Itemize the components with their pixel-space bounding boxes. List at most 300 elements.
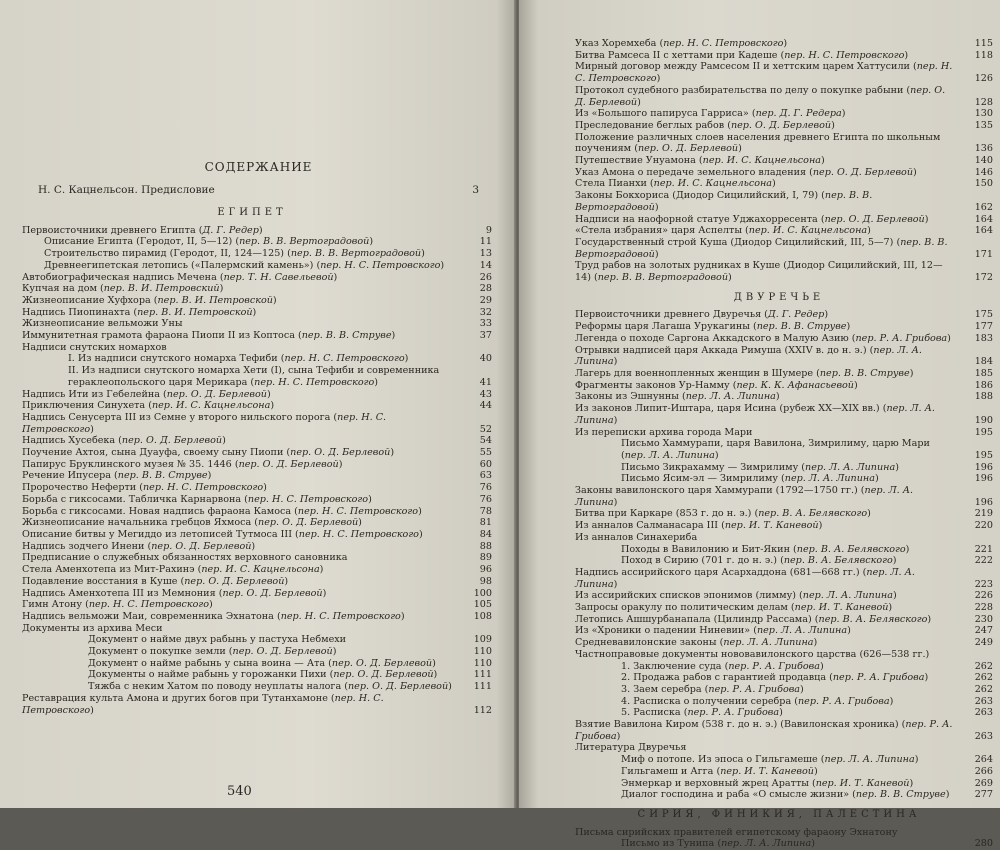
toc-entry-page: 26: [479, 271, 492, 283]
toc-entry-page: 78: [479, 505, 492, 517]
toc-entry-page: 130: [974, 108, 993, 120]
toc-entry: II. Из надписи снутского номарха Хети (I), сына Тефиби и современника гераклеопольского царя Мерикара (пер. Н. С. Петровского) 41: [68, 365, 492, 388]
toc-entry-translator: пер. Л. А. Липина: [575, 566, 915, 590]
toc-entry-title: Письмо из Тунипа: [621, 838, 715, 850]
toc-entry-page: 162: [974, 201, 993, 213]
toc-entry-title: Борьба с гиксосами. Табличка Карнарвона: [22, 493, 242, 505]
toc-entry: Иммунитетная грамота фараона Пиопи II из Коптоса (пер. В. В. Струве) 37: [22, 330, 492, 342]
toc-entry-page: 175: [974, 309, 993, 321]
toc-entry-translator: пер. Л. А. Липина: [824, 754, 915, 766]
toc-entry-title: Древнеегипетская летопись («Палермский камень»): [44, 259, 314, 271]
toc-entry-page: 14: [479, 259, 492, 271]
toc-entry: Стела Аменхотепа из Мит-Рахинэ (пер. И. С. Кацнельсона) 96: [22, 564, 492, 576]
toc-entry-page: 110: [473, 657, 492, 669]
toc-entry-translator: пер. И. С. Кацнельсона: [702, 155, 821, 167]
toc-entry: Миф о потопе. Из эпоса о Гильгамеше (пер. Л. А. Липина) 264: [621, 754, 993, 766]
toc-entry: Описание битвы у Мегиддо из летописей Тутмоса III (пер. Н. С. Петровского) 84: [22, 528, 492, 540]
toc-entry-translator: пер. И. С. Кацнельсона: [748, 225, 868, 237]
toc-entry: Законы из Эшнунны (пер. Л. А. Липина) 188: [575, 391, 993, 403]
toc-entry-page: 226: [974, 590, 993, 602]
toc-entry-translator: пер. О. Д. Берлевой: [184, 575, 285, 587]
toc-entry-translator: пер. И. Т. Каневой: [724, 520, 819, 532]
toc-entry-page: 44: [479, 400, 492, 412]
toc-entry: Документ о покупке земли (пер. О. Д. Берлевой) 110: [88, 646, 492, 658]
toc-entry-title: Протокол судебного разбирательства по делу о покупке рабыни: [575, 84, 904, 96]
toc-entry-title: Строительство пирамид (Геродот, II, 124—125): [44, 248, 285, 260]
toc-entry: 1. Заключение суда (пер. Р. А. Грибова) 262: [621, 660, 993, 672]
toc-entry-translator: пер. О. Д. Берлевой: [730, 119, 832, 131]
toc-entry-translator: пер. Н. С. Петровского: [298, 528, 419, 540]
toc-entry: Из «Хроники о падении Ниневии» (пер. Л. А. Липина) 247: [575, 625, 993, 637]
toc-entry-translator: пер. Н. С. Петровского: [88, 599, 209, 611]
toc-entry-translator: пер. В. В. Вертоградовой: [597, 272, 728, 284]
toc-entry-title: Положение различных слоев населения древнего Египта по школьным поучениям: [575, 131, 941, 155]
toc-entry-page: 171: [974, 248, 993, 260]
toc-entry-translator: пер. В. И. Петровской: [157, 294, 273, 306]
section-heading: СИРИЯ, ФИНИКИЯ, ПАЛЕСТИНА: [637, 809, 921, 820]
toc-entry-title: Законы вавилонского царя Хаммурапи (1792—1750 гг.): [575, 485, 858, 497]
toc-entry-title: 4. Расписка о получении серебра: [621, 695, 792, 707]
toc-entry-title: Из «Хроники о падении Ниневии»: [575, 625, 751, 637]
toc-entry-translator: пер. Т. Н. Савельевой: [223, 271, 334, 283]
toc-entry-title: Литература Двуречья: [575, 742, 687, 754]
toc-entry-translator: пер. Л. А. Липина: [723, 637, 814, 649]
toc-entry-title: Документ о найме рабынь у сына воина — Ата: [88, 657, 326, 669]
toc-entry: Тяжба с неким Хатом по поводу неуплаты налога (пер. О. Д. Берлевой) 111: [88, 681, 492, 693]
toc-entry: Указ Амона о передаче земельного владения (пер. О. Д. Берлевой) 146: [575, 166, 993, 178]
toc-entry: Гимн Атону (пер. Н. С. Петровского) 105: [22, 599, 492, 611]
toc-entry-translator: пер. Н. С. Петровского: [247, 493, 369, 505]
toc-entry-page: 40: [479, 353, 492, 365]
toc-entry-title: Из анналов Синахериба: [575, 531, 698, 543]
toc-entry-page: 140: [974, 155, 993, 167]
toc-entry-page: 76: [479, 482, 492, 494]
preface-entry: [38, 184, 479, 196]
toc-entry-page: 112: [473, 704, 492, 716]
toc-entry: Борьба с гиксосами. Табличка Карнарвона (пер. Н. С. Петровского) 76: [22, 493, 492, 505]
toc-entry-translator: пер. И. Т. Каневой: [815, 777, 910, 789]
toc-entry-title: Из законов Липит-Иштара, царя Исина (рубеж XX—XIX вв.): [575, 403, 880, 415]
toc-entry: Взятие Вавилона Киром (538 г. до н. э.) (Вавилонская хроника) (пер. Р. А. Грибова) 263: [575, 719, 993, 742]
toc-entry-translator: пер. О. Д. Берлевой: [575, 84, 946, 108]
toc-entry: Описание Египта (Геродот, II, 5—12) (пер. В. В. Вертоградовой) 11: [44, 236, 492, 248]
toc-entry: [22, 552, 492, 564]
toc-entry-translator: Д. Г. Редер: [767, 309, 825, 321]
toc-entry-translator: пер. Н. С. Петровского: [297, 505, 419, 517]
toc-entry-page: 150: [974, 178, 993, 190]
toc-entry-page: 230: [974, 613, 993, 625]
toc-entry-page: 29: [479, 294, 492, 306]
toc-entry-translator: пер. Л. А. Липина: [624, 449, 715, 461]
toc-entry-title: Средневавилонские законы: [575, 637, 717, 649]
toc-entry-translator: пер. Л. А. Липина: [802, 590, 893, 602]
toc-entry-title: Купчая на дом: [22, 283, 97, 295]
toc-entry-translator: пер. В. В. Струве: [117, 470, 208, 482]
toc-entry-page: 262: [974, 672, 993, 684]
toc-entry: Жизнеописание начальника гребцов Яхмоса (пер. О. Д. Берлевой) 81: [22, 517, 492, 529]
toc-entry-page: 111: [473, 681, 492, 693]
preface-page: 3: [472, 184, 479, 196]
toc-entry: Реставрация культа Амона и других богов при Тутанхамоне (пер. Н. С. Петровского) 112: [22, 692, 492, 716]
toc-entry-page: 136: [974, 143, 993, 155]
toc-entry-page: 111: [473, 669, 492, 681]
toc-entry-page: 219: [974, 508, 993, 520]
toc-entry: Автобиографическая надпись Мечена (пер. Т. Н. Савельевой) 26: [22, 271, 492, 283]
toc-entry-page: 264: [974, 754, 993, 766]
toc-entry-page: 84: [479, 528, 492, 540]
toc-entry: Надпись Хусебека (пер. О. Д. Берлевой) 54: [22, 435, 492, 447]
toc-entry-page: 108: [473, 610, 492, 622]
toc-entry-page: 263: [974, 730, 993, 742]
toc-entry-title: Автобиографическая надпись Мечена: [22, 271, 217, 283]
toc-entry-title: 2. Продажа рабов с гарантией продавца: [621, 672, 827, 684]
toc-entry-page: 37: [479, 330, 492, 342]
toc-entry: Письмо Хаммурапи, царя Вавилона, Зимрилиму, царю Мари (пер. Л. А. Липина) 195: [621, 438, 993, 461]
toc-entry-translator: пер. Н. С. Петровского: [143, 482, 264, 494]
toc-entry-page: 98: [479, 575, 492, 587]
toc-entry-title: Надпись Сенусерта III из Семне у второго нильского порога: [22, 411, 331, 423]
toc-entry-page: 9: [485, 224, 492, 236]
toc-entry-page: 247: [974, 625, 993, 637]
toc-entry: [575, 532, 983, 544]
toc-entry-title: Реформы царя Лагаша Урукагины: [575, 321, 750, 333]
toc-entry: Средневавилонские законы (пер. Л. А. Липина) 249: [575, 637, 993, 649]
toc-entry-title: Папирус Бруклинского музея № 35. 1446: [22, 458, 232, 470]
toc-entry-title: Преследование беглых рабов: [575, 119, 725, 131]
toc-entry-translator: Д. Г. Редер: [202, 224, 259, 236]
right-page: [519, 0, 1000, 850]
toc-entry-translator: пер. Л. А. Липина: [784, 473, 875, 485]
toc-entry-translator: пер. Н. С. Петровского: [22, 411, 387, 435]
toc-entry: Реформы царя Лагаша Урукагины (пер. В. В. Струве) 177: [575, 321, 993, 333]
toc-entry-translator: пер. О. Д. Берлевой: [824, 213, 925, 225]
toc-entry-translator: пер. О. Д. Берлевой: [151, 540, 252, 552]
toc-entry: Легенда о походе Саргона Аккадского в Малую Азию (пер. Р. А. Грибова) 183: [575, 332, 993, 344]
toc-entry: «Стела избрания» царя Аспелты (пер. И. С. Кацнельсона) 164: [575, 225, 993, 237]
toc-entry: [575, 827, 983, 839]
toc-entry-page: 126: [974, 73, 993, 85]
toc-entry: 5. Расписка (пер. Р. А. Грибова) 263: [621, 707, 993, 719]
toc-entry-page: 63: [479, 470, 492, 482]
toc-entry-title: Надпись Пиопинахта: [22, 306, 131, 318]
toc-entry: [575, 649, 983, 661]
toc-entry-title: Поход в Сирию (701 г. до н. э.): [621, 555, 778, 567]
toc-entry-translator: пер. В. А. Белявского: [818, 613, 928, 625]
toc-entry-page: 223: [974, 578, 993, 590]
toc-entry-translator: пер. О. Д. Берлевой: [238, 458, 339, 470]
toc-entry-page: 220: [974, 520, 993, 532]
toc-entry-title: Документы из архива Меси: [22, 622, 163, 634]
toc-entry-translator: пер. Р. А. Грибова: [797, 695, 890, 707]
left-toc-column: [22, 205, 492, 716]
toc-entry-title: Описание Египта (Геродот, II, 5—12): [44, 236, 233, 248]
toc-entry: [22, 634, 492, 646]
toc-entry-title: Надпись Хусебека: [22, 435, 116, 447]
toc-entry-title: Гильгамеш и Агга: [621, 765, 714, 777]
toc-entry: [22, 623, 482, 635]
toc-entry-page: 110: [473, 646, 492, 658]
toc-entry-title: Надпись Ити из Гебелейна: [22, 388, 160, 400]
toc-entry: Речение Ипусера (пер. В. В. Струве) 63: [22, 470, 492, 482]
toc-entry-translator: пер. О. Д. Берлевой: [222, 587, 323, 599]
toc-entry-title: Жизнеописание вельможи Уны: [22, 318, 183, 330]
toc-entry-title: I. Из надписи снутского номарха Тефиби: [68, 353, 278, 365]
toc-entry: Надпись вельможи Маи, современника Эхнатона (пер. Н. С. Петровского) 108: [22, 610, 492, 622]
toc-entry-translator: пер. В. В. Струве: [301, 330, 392, 342]
toc-entry-translator: пер. И. Т. Каневой: [720, 765, 814, 777]
toc-entry-page: 277: [974, 789, 993, 801]
toc-entry-page: 183: [974, 332, 993, 344]
toc-entry-title: Стела Пианхи: [575, 178, 647, 190]
toc-entry-translator: пер. В. В. Вертоградовой: [290, 248, 422, 260]
toc-entry-title: Надписи снутских номархов: [22, 341, 167, 353]
toc-entry-title: Речение Ипусера: [22, 470, 111, 482]
toc-entry-translator: пер. Л. А. Липина: [685, 391, 776, 403]
toc-entry: Купчая на дом (пер. В. И. Петровский) 28: [22, 283, 492, 295]
toc-entry-page: 266: [974, 765, 993, 777]
toc-entry-page: 43: [479, 388, 492, 400]
toc-entry-page: 11: [479, 236, 492, 248]
toc-entry-title: Поучение Ахтоя, сына Дуауфа, своему сыну Пиопи: [22, 447, 284, 459]
toc-entry: Положение различных слоев населения древнего Египта по школьным поучениям (пер. О. Д. Берлевой) 136: [575, 131, 993, 155]
toc-entry-title: Запросы оракулу по политическим делам: [575, 602, 788, 614]
toc-entry-translator: пер. Н. С. Петровского: [663, 38, 784, 49]
toc-entry-page: 13: [479, 248, 492, 260]
toc-entry: Надпись Пиопинахта (пер. В. И. Петровской) 32: [22, 306, 492, 318]
toc-entry-title: Стела Аменхотепа из Мит-Рахинэ: [22, 564, 195, 576]
toc-entry-translator: пер. И. С. Кацнельсона: [201, 564, 320, 576]
toc-entry-page: 135: [974, 119, 993, 131]
toc-entry-title: Указ Амона о передаче земельного владения: [575, 166, 807, 178]
toc-title: СОДЕРЖАНИЕ: [204, 160, 313, 174]
toc-entry: Первоисточники древнего Египта (Д. Г. Редер) 9: [22, 224, 492, 236]
toc-entry: Первоисточники древнего Двуречья (Д. Г. Редер) 175: [575, 309, 993, 321]
toc-entry-page: 196: [974, 496, 993, 508]
toc-entry-title: Документ о найме двух рабынь у пастуха Небмехи: [88, 634, 347, 646]
toc-entry: Надписи на наофорной статуе Уджахорресента (пер. О. Д. Берлевой) 164: [575, 213, 993, 225]
toc-entry-title: Письмо Ясим-эл — Зимрилиму: [621, 473, 778, 485]
toc-entry-page: 115: [974, 38, 993, 49]
toc-entry-page: 164: [974, 225, 993, 237]
toc-entry-translator: пер. Л. А. Липина: [575, 403, 935, 426]
toc-entry-page: 89: [479, 552, 492, 564]
toc-entry: 4. Расписка о получении серебра (пер. Р. А. Грибова) 263: [621, 695, 993, 707]
toc-entry-translator: пер. В. В. Струве: [756, 321, 847, 333]
toc-entry-page: 105: [473, 599, 492, 611]
toc-entry-title: 3. Заем серебра: [621, 683, 702, 695]
toc-entry-page: 128: [974, 96, 993, 108]
toc-entry-translator: пер. О. Д. Берлевой: [333, 669, 434, 681]
preface-text: Н. С. Кацнельсон. Предисловие: [38, 184, 215, 196]
toc-entry-title: 5. Расписка: [621, 707, 681, 719]
toc-entry: [575, 426, 993, 439]
toc-entry-translator: пер. О. Д. Берлевой: [232, 646, 333, 658]
toc-entry-translator: пер. В. В. Вертоградовой: [575, 236, 948, 260]
toc-entry-title: Приключения Синухета: [22, 400, 146, 412]
toc-entry: Стела Пианхи (пер. И. С. Кацнельсона) 150: [575, 178, 993, 190]
toc-entry-title: Документы о найме рабынь у горожанки Пихи: [88, 669, 327, 681]
toc-entry-translator: пер. Н. С. Петровского: [784, 49, 905, 61]
toc-entry-page: 33: [479, 318, 492, 330]
toc-entry-translator: пер. О. Д. Берлевой: [290, 447, 391, 459]
toc-entry-translator: пер. Д. Г. Редера: [755, 108, 842, 120]
toc-entry: Битва при Каркаре (853 г. до н. э.) (пер. В. А. Белявского) 219: [575, 508, 993, 520]
toc-entry-title: Письмо Зикрахамму — Зимрилиму: [621, 461, 799, 473]
toc-entry-page: 185: [974, 367, 993, 379]
toc-entry-page: 195: [974, 449, 993, 461]
toc-entry-page: 28: [479, 283, 492, 295]
toc-entry-title: Гимн Атону: [22, 599, 83, 611]
toc-entry-translator: пер. И. Т. Каневой: [794, 602, 889, 614]
toc-entry: Жизнеописание Хуфхора (пер. В. И. Петровской) 29: [22, 294, 492, 306]
toc-entry-title: Мирный договор между Рамсесом II и хеттским царем Хаттусили: [575, 61, 910, 73]
toc-entry-translator: пер. Р. А. Грибова: [687, 707, 780, 719]
toc-entry-translator: пер. Л. А. Липина: [575, 485, 914, 508]
right-toc-column: [575, 38, 993, 850]
toc-entry: Битва Рамсеса II с хеттами при Кадеше (пер. Н. С. Петровского) 118: [575, 49, 993, 61]
toc-entry-title: Законы из Эшнунны: [575, 391, 679, 403]
section-heading-egypt: ЕГИПЕТ: [217, 207, 287, 218]
toc-entry-title: Походы в Вавилонию и Бит-Якин: [621, 543, 790, 555]
toc-entry-title: Надпись вельможи Маи, современника Эхнатона: [22, 610, 274, 622]
toc-entry-title: Легенда о походе Саргона Аккадского в Малую Азию: [575, 332, 849, 344]
toc-entry: 2. Продажа рабов с гарантией продавца (пер. Р. А. Грибова) 262: [621, 672, 993, 684]
toc-entry-page: 188: [974, 391, 993, 403]
toc-entry: Законы Бокхориса (Диодор Сицилийский, I, 79) (пер. В. В. Вертоградовой) 162: [575, 190, 993, 213]
toc-entry: Летопись Ашшурбанапала (Цилиндр Рассама) (пер. В. А. Белявского) 230: [575, 613, 993, 625]
toc-entry-page: 164: [974, 213, 993, 225]
toc-entry-title: Описание битвы у Мегиддо из летописей Тутмоса III: [22, 528, 292, 540]
toc-entry-translator: пер. Л. А. Липина: [575, 344, 922, 368]
toc-entry-title: Законы Бокхориса (Диодор Сицилийский, I, 79): [575, 190, 819, 202]
toc-entry: Гильгамеш и Агга (пер. И. Т. Каневой) 266: [621, 765, 993, 777]
toc-entry: Надпись Ити из Гебелейна (пер. О. Д. Берлевой) 43: [22, 388, 492, 400]
toc-entry: Из законов Липит-Иштара, царя Исина (рубеж XX—XIX вв.) (пер. Л. А. Липина) 190: [575, 403, 993, 426]
toc-entry-page: 109: [473, 634, 492, 646]
toc-entry-translator: пер. В. А. Белявского: [796, 543, 906, 555]
toc-entry-page: 196: [974, 461, 993, 473]
toc-entry: Надпись зодчего Инени (пер. О. Д. Берлевой) 88: [22, 540, 492, 552]
toc-entry-title: Надпись Аменхотепа III из Мемнония: [22, 587, 216, 599]
toc-entry-translator: пер. В. В. Вертоградовой: [239, 236, 370, 248]
toc-entry: I. Из надписи снутского номарха Тефиби (пер. Н. С. Петровского) 40: [68, 353, 492, 365]
toc-entry: [22, 342, 482, 354]
toc-entry-page: 76: [479, 493, 492, 505]
toc-entry-translator: пер. Л. А. Липина: [805, 461, 896, 473]
toc-entry-translator: пер. Н. С. Петровского: [22, 692, 384, 716]
toc-entry-page: 88: [479, 540, 492, 552]
toc-entry: Документ о найме рабынь у сына воина — Ата (пер. О. Д. Берлевой) 110: [88, 657, 492, 669]
toc-entry-translator: пер. Н. С. Петровского: [254, 376, 375, 388]
toc-entry-page: 249: [974, 637, 993, 649]
toc-entry-page: 263: [974, 707, 993, 719]
toc-entry-page: 186: [974, 379, 993, 391]
toc-entry-page: 195: [974, 426, 993, 438]
toc-entry-page: 280: [974, 838, 993, 850]
toc-entry-translator: пер. В. В. Струве: [819, 367, 910, 379]
toc-entry-page: 263: [974, 695, 993, 707]
toc-entry-title: Надпись ассирийского царя Асархаддона (681—668 гг.): [575, 566, 860, 578]
toc-entry: Надпись Сенусерта III из Семне у второго нильского порога (пер. Н. С. Петровского) 52: [22, 411, 492, 435]
toc-entry-title: Тяжба с неким Хатом по поводу неуплаты налога: [88, 681, 342, 693]
toc-entry-page: 184: [974, 356, 993, 368]
section-heading: ДВУРЕЧЬЕ: [733, 291, 825, 303]
toc-entry-translator: пер. О. Д. Берлевой: [331, 657, 433, 669]
toc-entry-translator: пер. Н. С. Петровского: [575, 61, 953, 85]
toc-entry: [22, 318, 492, 330]
toc-entry: Фрагменты законов Ур-Намму (пер. К. К. Афанасьевой) 186: [575, 379, 993, 391]
toc-entry-page: 52: [479, 423, 492, 435]
toc-entry-page: 222: [974, 555, 993, 567]
toc-entry: [575, 742, 983, 754]
toc-entry: Поучение Ахтоя, сына Дуауфа, своему сыну Пиопи (пер. О. Д. Берлевой) 55: [22, 447, 492, 459]
toc-entry: Отрывки надписей царя Аккада Римуша (XXIV в. до н. э.) (пер. Л. А. Липина) 184: [575, 344, 993, 368]
toc-entry-title: Лагерь для военнопленных женщин в Шумере: [575, 367, 814, 379]
toc-entry: Из ассирийских списков эпонимов (лимму) (пер. Л. А. Липина) 226: [575, 590, 993, 602]
toc-entry-title: Иммунитетная грамота фараона Пиопи II из Коптоса: [22, 330, 295, 342]
toc-entry-translator: пер. Р. А. Грибова: [575, 719, 953, 742]
toc-entry: Поход в Сирию (701 г. до н. э.) (пер. В. А. Белявского) 222: [621, 555, 993, 567]
toc-entry-title: Борьба с гиксосами. Новая надпись фараона Камоса: [22, 505, 292, 517]
toc-entry-translator: пер. Н. С. Петровского: [280, 610, 401, 622]
toc-entry-translator: пер. В. В. Вертоградовой: [575, 190, 873, 213]
toc-entry-translator: пер. Л. А. Липина: [756, 625, 848, 637]
toc-entry-page: 100: [473, 587, 492, 599]
toc-entry: Путешествие Унуамона (пер. И. С. Кацнельсона) 140: [575, 155, 993, 167]
toc-entry-translator: пер. И. С. Кацнельсона: [151, 400, 271, 412]
toc-entry-title: Из ассирийских списков эпонимов (лимму): [575, 590, 796, 602]
toc-entry-title: Из «Большого папируса Гарриса»: [575, 108, 749, 120]
toc-entry-page: 221: [974, 543, 993, 555]
toc-entry-translator: пер. Н. С. Петровского: [284, 353, 405, 365]
toc-entry-title: Подавление восстания в Куше: [22, 575, 178, 587]
toc-entry: Из анналов Салманасара III (пер. И. Т. Каневой) 220: [575, 520, 993, 532]
toc-entry-title: Битва при Каркаре (853 г. до н. э.): [575, 508, 752, 520]
toc-entry-title: Пророчество Неферти: [22, 482, 137, 494]
toc-entry-title: Энмеркар и верховный жрец Аратты: [621, 777, 809, 789]
toc-entry-title: Битва Рамсеса II с хеттами при Кадеше: [575, 49, 778, 61]
toc-entry-title: Миф о потопе. Из эпоса о Гильгамеше: [621, 754, 818, 766]
toc-entry-page: 146: [974, 166, 993, 178]
toc-entry-page: 32: [479, 306, 492, 318]
toc-entry: Запросы оракулу по политическим делам (пер. И. Т. Каневой) 228: [575, 602, 993, 614]
toc-entry-page: 177: [974, 321, 993, 333]
toc-entry: Диалог господина и раба «О смысле жизни» (пер. В. В. Струве) 277: [621, 789, 993, 801]
toc-entry-page: 54: [479, 435, 492, 447]
toc-entry-page: 55: [479, 447, 492, 459]
toc-entry-title: Взятие Вавилона Киром (538 г. до н. э.) (Вавилонская хроника): [575, 719, 899, 731]
toc-entry-title: Надпись зодчего Инени: [22, 540, 145, 552]
toc-entry-title: Реставрация культа Амона и других богов при Тутанхамоне: [22, 692, 328, 704]
left-page: [0, 0, 517, 808]
toc-entry-title: Диалог господина и раба «О смысле жизни»: [621, 789, 850, 801]
toc-entry: Походы в Вавилонию и Бит-Якин (пер. В. А. Белявского) 221: [621, 543, 993, 555]
toc-entry: Государственный строй Куша (Диодор Сицилийский, III, 5—7) (пер. В. В. Вертоградовой) 171: [575, 236, 993, 260]
toc-entry-translator: пер. В. И. Петровской: [137, 306, 253, 318]
toc-entry-title: Письмо Хаммурапи, царя Вавилона, Зимрилиму, царю Мари: [621, 438, 930, 450]
toc-entry: Надпись Аменхотепа III из Мемнония (пер. О. Д. Берлевой) 100: [22, 587, 492, 599]
toc-entry-translator: пер. О. Д. Берлевой: [347, 681, 449, 693]
toc-entry: Документы о найме рабынь у горожанки Пихи (пер. О. Д. Берлевой) 111: [88, 669, 492, 681]
toc-entry: Папирус Бруклинского музея № 35. 1446 (пер. О. Д. Берлевой) 60: [22, 458, 492, 470]
toc-entry: Строительство пирамид (Геродот, II, 124—125) (пер. В. В. Вертоградовой) 13: [44, 248, 492, 260]
toc-entry-title: Труд рабов на золотых рудниках в Куше (Диодор Сицилийский, III, 12—14): [575, 260, 943, 284]
page-number: 540: [227, 784, 252, 799]
toc-entry-title: 1. Заключение суда: [621, 660, 722, 672]
toc-entry-translator: пер. О. Д. Берлевой: [812, 166, 913, 178]
toc-entry-title: II. Из надписи снутского номарха Хети (I), сына Тефиби и современника гераклеопольского царя Мерикара: [68, 365, 440, 388]
toc-entry-translator: пер. Н. С. Петровского: [320, 259, 441, 271]
